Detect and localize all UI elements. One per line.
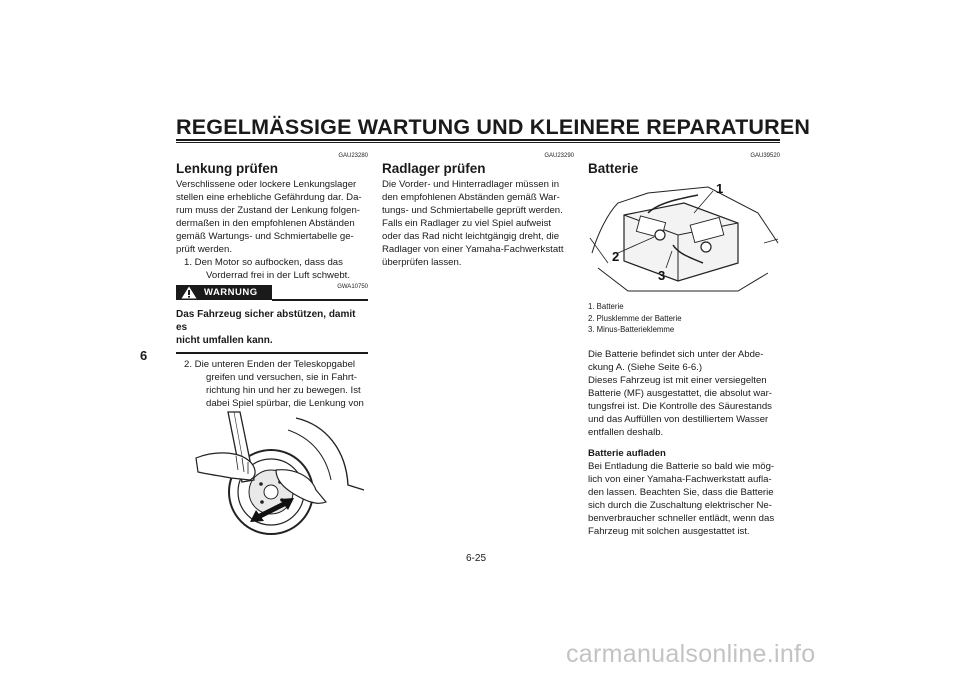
- warning-text: Das Fahrzeug sicher abstützen, damit es: [176, 309, 356, 333]
- section-steering: [176, 150, 368, 436]
- battery-callout-2: 2: [612, 249, 620, 264]
- body-line: Dieses Fahrzeug ist mit einer versiegelten: [588, 374, 767, 386]
- page-header-title: REGELMÄSSIGE WARTUNG UND KLEINERE REPARATUREN: [176, 115, 811, 139]
- body-line: dermaßen in den empfohlenen Abständen: [176, 218, 355, 229]
- battery-illustration: [588, 173, 780, 300]
- watermark: carmanualsonline.info: [566, 640, 816, 668]
- body-line: Falls ein Radlager zu viel Spiel aufweist: [382, 218, 552, 229]
- header-rule: [176, 139, 780, 141]
- body-line: den empfohlenen Abständen gemäß War-: [382, 192, 560, 203]
- body-line: benverbraucher schneller entlädt, wenn das: [588, 512, 775, 524]
- figure-caption: 1. Batterie: [588, 302, 624, 311]
- subsection-title: Batterie aufladen: [588, 447, 666, 459]
- body-line: sich durch die Zuschaltung elektrischer Ne-: [588, 499, 772, 511]
- body-line: lich von einer Yamaha-Fachwerkstatt aufla-: [588, 473, 772, 485]
- section-wheel-bearings: [382, 150, 574, 269]
- battery-callout-1: 1: [716, 181, 724, 196]
- section-code: GAU23280: [338, 153, 368, 159]
- header-rule-thin: [176, 142, 780, 143]
- battery-captions: [588, 301, 780, 538]
- body-line: Radlager von einer Yamaha-Fachwerkstatt: [382, 244, 564, 255]
- step-line: 1. Den Motor so aufbocken, dass das: [184, 257, 343, 268]
- warning-code: GWA10750: [337, 284, 368, 290]
- step-line: richtung hin und her zu bewegen. Ist: [206, 384, 361, 396]
- section-code: GAU23290: [544, 153, 574, 159]
- steering-check-illustration: [176, 410, 368, 536]
- body-line: Verschlissene oder lockere Lenkungslager: [176, 179, 357, 190]
- step-line: 2. Die unteren Enden der Teleskopgabel: [184, 358, 356, 370]
- body-line: Die Batterie befindet sich unter der Abde-: [588, 348, 764, 360]
- body-line: Batterie (MF) ausgestattet, die absolut war-: [588, 387, 772, 399]
- body-line: und das Auffüllen von destilliertem Wasser: [588, 413, 769, 425]
- chapter-tab: 6: [140, 348, 148, 363]
- figure-caption: 2. Plusklemme der Batterie: [588, 313, 682, 323]
- body-line: entfallen deshalb.: [588, 426, 664, 438]
- body-line: tungsfrei ist. Die Kontrolle des Säurestands: [588, 400, 772, 412]
- warning-badge: [176, 285, 272, 300]
- warning-triangle-icon: [181, 286, 197, 299]
- section-title: Batterie: [588, 161, 639, 176]
- step-line: dabei Spiel spürbar, die Lenkung von: [206, 397, 364, 409]
- body-line: Fahrzeug mit solchen ausgestattet ist.: [588, 525, 750, 537]
- section-title: Lenkung prüfen: [176, 161, 278, 176]
- body-line: den lassen. Beachten Sie, dass die Batterie: [588, 486, 774, 498]
- body-line: Die Vorder- und Hinterradlager müssen in: [382, 179, 560, 190]
- body-line: gemäß Wartungs- und Schmiertabelle ge-: [176, 231, 354, 242]
- step-line: greifen und versuchen, sie in Fahrt-: [206, 371, 357, 383]
- battery-callout-3: 3: [658, 268, 666, 283]
- section-code: GAU39520: [750, 153, 780, 159]
- figure-caption: 3. Minus-Batterieklemme: [588, 325, 675, 334]
- body-line: rum muss der Zustand der Lenkung folgen-: [176, 205, 360, 216]
- body-line: ckung A. (Siehe Seite 6-6.): [588, 361, 703, 373]
- step-line: Vorderrad frei in der Luft schwebt.: [206, 270, 350, 281]
- body-line: tungs- und Schmiertabelle geprüft werden.: [382, 205, 563, 216]
- warning-bottom-rule: [176, 352, 368, 354]
- body-line: Bei Entladung die Batterie so bald wie mög-: [588, 460, 775, 472]
- body-line: oder das Rad nicht leichtgängig dreht, die: [382, 231, 560, 242]
- body-line: prüft werden.: [176, 244, 232, 255]
- body-line: überprüfen lassen.: [382, 257, 462, 268]
- page-number: 6-25: [466, 553, 487, 564]
- section-title: Radlager prüfen: [382, 161, 486, 176]
- body-line: stellen eine erhebliche Gefährdung dar. Da-: [176, 192, 362, 203]
- warning-text: nicht umfallen kann.: [176, 335, 273, 346]
- warning-label: WARNUNG: [204, 287, 258, 298]
- warning-header: [176, 285, 368, 301]
- warning-rule: [272, 299, 368, 301]
